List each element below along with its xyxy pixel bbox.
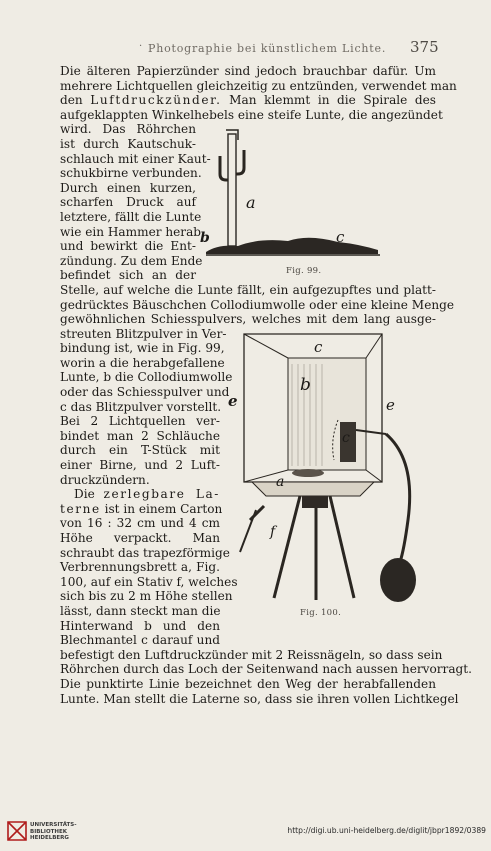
spaced-term: zerlegbare La-: [103, 487, 220, 502]
text-line: worin a die herabgefallene: [60, 355, 225, 370]
text-line: schraubt das trapezförmige: [60, 545, 230, 560]
footer: [0, 812, 491, 851]
text-line: wird. Das Röhrchen: [60, 122, 196, 137]
fig99-label-a: a: [246, 193, 256, 212]
combustion-board: [252, 482, 374, 496]
fig99-label-c: c: [336, 228, 345, 246]
text-line: den Luftdruckzünder. Man klemmt in die Spirale des: [60, 93, 436, 108]
running-header: [0, 38, 491, 58]
figure-100-caption: Fig. 100.: [300, 608, 342, 618]
text-line: scharfen Druck auf: [60, 195, 196, 210]
fig100-label-c1: c: [314, 338, 323, 356]
spiral-holder: [220, 150, 244, 180]
university-library-logo-icon: [6, 820, 28, 842]
tripod: [274, 496, 354, 600]
text-line: bindet man 2 Schläuche: [60, 428, 220, 443]
spaced-term: terne: [60, 501, 101, 516]
text-wrap-fig100: [60, 326, 238, 648]
frame-edge: [366, 470, 382, 482]
header-marker: ·: [139, 41, 143, 52]
fig100-label-c2: c: [342, 430, 350, 446]
fig99-label-b: b: [200, 230, 210, 246]
text-line: Durch einen kurzen,: [60, 180, 196, 195]
text-line: zündung. Zu dem Ende: [60, 253, 203, 268]
text-line: sich bis zu 2 m Höhe stellen: [60, 589, 233, 604]
text-line: Die zerlegbare La-: [74, 487, 220, 502]
text-line: oder das Schiesspulver und: [60, 385, 230, 400]
text-line: lässt, dann steckt man die: [60, 603, 221, 618]
text-line: Verbrennungsbrett a, Fig.: [60, 560, 220, 575]
text-line: aufgeklappten Winkelhebels eine steife Lunte, die angezündet: [60, 107, 443, 122]
fig100-label-e2: e: [386, 396, 395, 414]
rubber-hose: [386, 434, 410, 562]
loose-part: [240, 510, 256, 552]
text-line: Die punktirte Linie bezeichnet den Weg der herabfallenden: [60, 676, 436, 691]
text-line: ist durch Kautschuk-: [60, 136, 196, 151]
text-line: Höhe verpackt. Man: [60, 531, 220, 545]
library-name: UNIVERSITÄTS- BIBLIOTHEK HEIDELBERG: [30, 822, 77, 841]
text-line: Lunte, b die Collodiumwolle: [60, 370, 233, 385]
text-line: wie ein Hammer herab: [60, 224, 202, 239]
source-url-link[interactable]: http://digi.ub.uni-heidelberg.de/diglit/jbpr1892/0389: [287, 826, 486, 835]
text-line: durch ein T-Stück mit: [60, 443, 220, 458]
fig100-label-f: f: [270, 524, 276, 540]
text-line: schlauch mit einer Kaut-: [60, 151, 211, 166]
text-line: befindet sich an der: [60, 268, 196, 283]
text-line: und bewirkt die Ent-: [60, 239, 196, 254]
text-line: schukbirne verbunden.: [60, 166, 202, 181]
text-line: Die älteren Papierzünder sind jedoch brauchbar dafür. Um: [60, 64, 436, 78]
text-line: Blechmantel c darauf und: [60, 633, 220, 648]
fig100-label-e1: e: [228, 392, 238, 410]
text-line: gewöhnlichen Schiesspulvers, welches mit dem lang ausge-: [60, 312, 436, 327]
text-line: Stelle, auf welche die Lunte fällt, ein aufgezupftes und platt-: [60, 282, 436, 297]
tripod-head: [302, 496, 328, 508]
figure-99-illustration: [198, 126, 388, 266]
text-line: 100, auf ein Stativ f, welches: [60, 574, 238, 589]
text-line: gedrücktes Bäuschchen Collodiumwolle oder eine kleine Menge: [60, 297, 455, 312]
text-line: einer Birne, und 2 Luft-: [60, 458, 220, 473]
frame-edge: [366, 334, 382, 358]
rubber-bulb: [380, 558, 416, 602]
text-line: Bei 2 Lichtquellen ver-: [60, 414, 220, 429]
text-line: Lunte. Man stellt die Laterne so, dass sie ihren vollen Lichtkegel: [60, 691, 459, 706]
text-line: Röhrchen durch das Loch der Seitenwand nach aussen hervorragt.: [60, 662, 472, 677]
running-title: Photographie bei künstlichem Lichte.: [148, 42, 387, 55]
fig100-label-a: a: [276, 474, 285, 490]
page-number: 375: [410, 38, 439, 56]
text-wrap-fig99: [60, 122, 211, 283]
text-line: letztere, fällt die Lunte: [60, 209, 202, 224]
text-line: terne ist in einem Carton: [60, 501, 223, 516]
text-line: c das Blitzpulver vorstellt.: [60, 399, 222, 414]
spaced-term: Luftdruckzünder.: [90, 93, 222, 108]
frame-edge: [244, 334, 288, 358]
text-line: befestigt den Luftdruckzünder mit 2 Reissnägeln, so dass sein: [60, 647, 443, 662]
text-line: mehrere Lichtquellen gleichzeitig zu entzünden, verwendet man: [60, 78, 457, 93]
powder-pile: [292, 469, 324, 477]
text-line: von 16 : 32 cm und 4 cm: [60, 516, 220, 531]
fuse-tube: [228, 134, 236, 246]
text-line: streuten Blitzpulver in Ver-: [60, 326, 227, 341]
text-line: Hinterwand b und den: [60, 618, 220, 633]
fig100-label-b: b: [300, 375, 311, 395]
figure-100-illustration: [230, 330, 450, 610]
text-line: bindung ist, wie in Fig. 99,: [60, 341, 225, 356]
text-line: druckzündern.: [60, 472, 150, 487]
powder-heap: [206, 238, 378, 254]
figure-99-caption: Fig. 99.: [286, 266, 322, 276]
